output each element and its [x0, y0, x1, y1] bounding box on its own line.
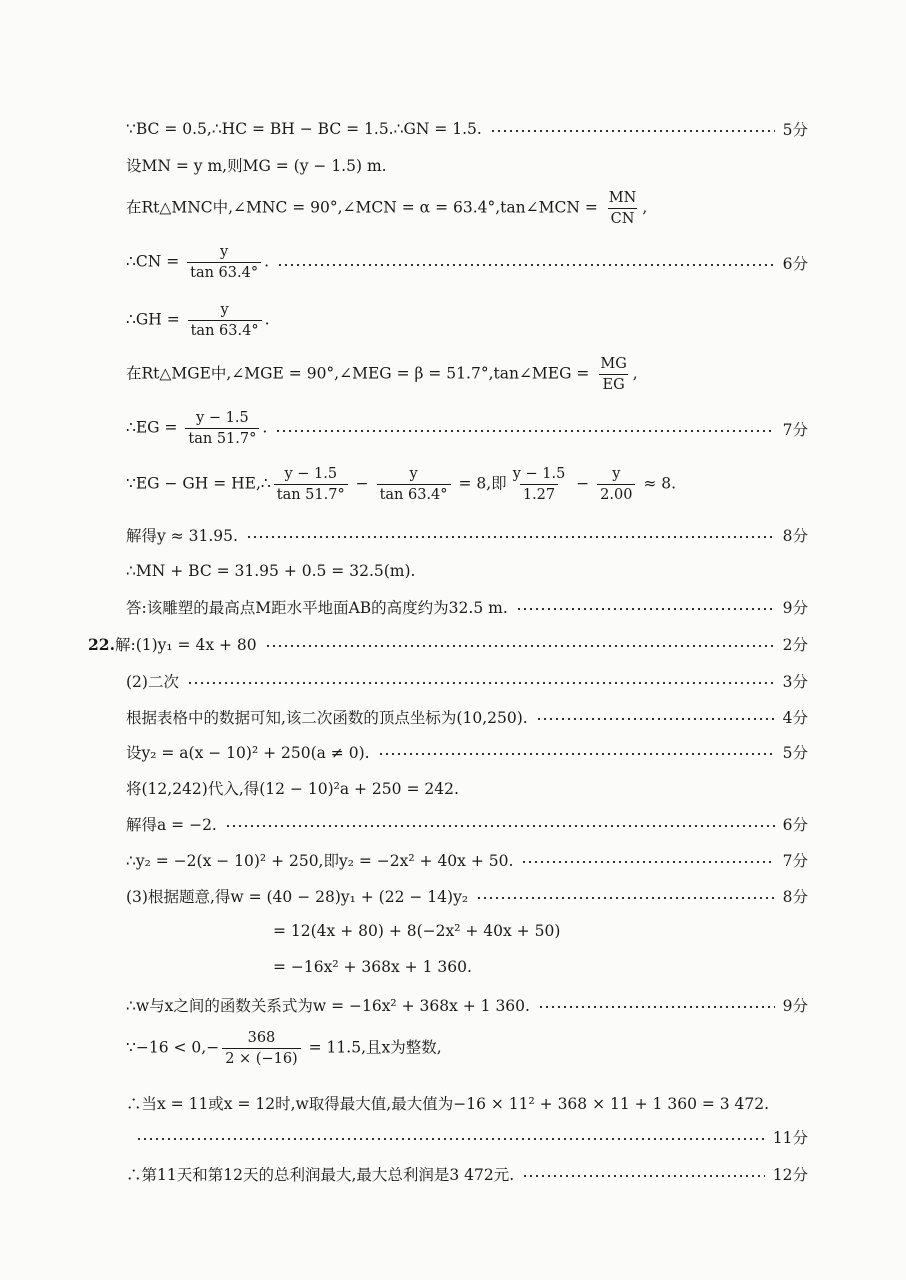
text-segment: 在Rt△MNC中,∠MNC = 90°,∠MCN = α = 63.4°,tan∠MCN = — [126, 198, 603, 217]
line-text: (2)二次 — [126, 673, 179, 691]
line-text: = 12(4x + 80) + 8(−2x² + 40x + 50) — [273, 922, 561, 940]
text-segment: . — [264, 310, 270, 329]
dot-leader — [277, 264, 775, 266]
fraction — [222, 1030, 301, 1067]
line-10 — [126, 562, 808, 580]
dot-leader — [275, 430, 774, 432]
text-segment: , — [632, 364, 638, 383]
numerator: y — [220, 244, 229, 260]
line-26 — [126, 1163, 808, 1185]
line-text — [126, 1030, 442, 1067]
denominator: 1.27 — [520, 484, 558, 503]
score-label: 4分 — [782, 709, 808, 727]
text-segment: ∴GH = — [126, 310, 185, 329]
line-21 — [273, 958, 808, 976]
text-segment: ∵−16 < 0,− — [126, 1038, 220, 1057]
text-segment: , — [642, 198, 648, 217]
line-text: = −16x² + 368x + 1 360. — [273, 958, 472, 976]
dot-leader — [521, 861, 774, 863]
dot-leader — [522, 1175, 765, 1177]
fraction — [510, 466, 569, 503]
line-text: 解得y ≈ 31.95. — [126, 527, 238, 545]
line-1 — [126, 118, 808, 140]
numerator: y − 1.5 — [284, 466, 338, 482]
dot-leader — [476, 897, 775, 899]
line-15 — [126, 741, 808, 763]
numerator: MN — [608, 190, 637, 206]
line-text: ∴第11天和第12天的总利润最大,最大总利润是3 472元. — [126, 1166, 515, 1184]
score-label: 8分 — [782, 888, 808, 906]
denominator: CN — [608, 208, 638, 227]
line-25 — [126, 1126, 808, 1148]
line-2 — [126, 154, 808, 176]
text-segment: 解:(1)y₁ = 4x + 80 — [114, 636, 257, 654]
text-segment: − — [571, 474, 595, 493]
line-18 — [126, 849, 808, 871]
question-number: 22. — [88, 635, 115, 654]
dot-leader — [378, 753, 775, 755]
line-7 — [126, 410, 808, 447]
line-text — [88, 633, 257, 655]
line-text: ∴w与x之间的函数关系式为w = −16x² + 368x + 1 360. — [126, 997, 530, 1015]
line-text: 设y₂ = a(x − 10)² + 250(a ≠ 0). — [126, 744, 370, 762]
line-6 — [126, 356, 808, 393]
numerator: y − 1.5 — [512, 466, 566, 482]
line-8 — [126, 466, 808, 503]
text-segment: = 8,即 — [453, 474, 507, 493]
line-14 — [126, 706, 808, 728]
denominator: tan 51.7° — [274, 484, 348, 503]
denominator: tan 63.4° — [187, 262, 261, 281]
score-label: 7分 — [782, 420, 808, 439]
text-segment: . — [264, 252, 270, 271]
score-label: 9分 — [782, 997, 808, 1015]
denominator: tan 51.7° — [185, 428, 259, 447]
score-label: 5分 — [782, 744, 808, 762]
dot-leader — [246, 536, 775, 538]
denominator: 2 × (−16) — [222, 1048, 301, 1067]
line-17 — [126, 813, 808, 835]
numerator: y — [409, 466, 418, 482]
denominator: tan 63.4° — [188, 320, 262, 339]
line-19 — [126, 885, 808, 907]
text-segment: ∴EG = — [126, 418, 183, 437]
fraction — [606, 190, 640, 227]
numerator: y − 1.5 — [196, 410, 249, 426]
denominator: tan 63.4° — [377, 484, 451, 503]
dot-leader — [538, 1006, 775, 1008]
line-13 — [126, 670, 808, 692]
line-text — [126, 410, 267, 447]
line-text — [126, 190, 647, 227]
score-label: 8分 — [782, 527, 808, 545]
score-label: 6分 — [782, 254, 808, 273]
fraction — [185, 410, 259, 447]
line-24 — [126, 1092, 808, 1114]
line-12 — [88, 633, 808, 655]
score-label: 9分 — [782, 599, 808, 617]
line-text: 设MN = y m,则MG = (y − 1.5) m. — [126, 157, 387, 175]
line-text — [126, 302, 270, 339]
line-text: 解得a = −2. — [126, 816, 217, 834]
line-16 — [126, 777, 808, 799]
score-label: 11分 — [772, 1129, 808, 1147]
line-text: (3)根据题意,得w = (40 − 28)y₁ + (22 − 14)y₂ — [126, 888, 469, 906]
line-3 — [126, 190, 808, 227]
line-text: ∵BC = 0.5,∴HC = BH − BC = 1.5.∴GN = 1.5. — [126, 120, 482, 138]
line-text — [126, 356, 638, 393]
line-text: ∴MN + BC = 31.95 + 0.5 = 32.5(m). — [126, 562, 416, 580]
dot-leader — [516, 608, 775, 610]
line-text — [126, 244, 269, 281]
fraction — [187, 244, 261, 281]
score-label: 7分 — [782, 852, 808, 870]
dot-leader — [225, 825, 775, 827]
fraction — [377, 466, 451, 503]
line-11 — [126, 596, 808, 618]
dot-leader — [265, 645, 775, 647]
fraction — [597, 356, 629, 393]
line-5 — [126, 302, 808, 339]
numerator: MG — [600, 356, 627, 372]
dot-leader — [536, 718, 775, 720]
line-text: 将(12,242)代入,得(12 − 10)²a + 250 = 242. — [126, 780, 459, 798]
line-text: ∴当x = 11或x = 12时,w取得最大值,最大值为−16 × 11² + 368 × 11 + 1 360 = 3 472. — [126, 1095, 770, 1113]
text-segment: . — [262, 418, 268, 437]
score-label: 3分 — [782, 673, 808, 691]
line-text — [126, 466, 676, 503]
text-segment: − — [350, 474, 374, 493]
numerator: y — [612, 466, 621, 482]
denominator: 2.00 — [597, 484, 635, 503]
score-label: 2分 — [782, 636, 808, 654]
score-label: 12分 — [772, 1166, 808, 1184]
line-text: ∴y₂ = −2(x − 10)² + 250,即y₂ = −2x² + 40x + 50. — [126, 852, 514, 870]
denominator: EG — [599, 374, 627, 393]
fraction — [274, 466, 348, 503]
dot-leader — [187, 682, 775, 684]
dot-leader — [490, 130, 775, 132]
line-9 — [126, 524, 808, 546]
score-label: 6分 — [782, 816, 808, 834]
text-segment: ∵EG − GH = HE,∴ — [126, 474, 271, 493]
text-segment: ≈ 8. — [638, 474, 677, 493]
line-23 — [126, 1030, 808, 1067]
text-segment: 在Rt△MGE中,∠MGE = 90°,∠MEG = β = 51.7°,tan∠MEG = — [126, 364, 595, 383]
dot-leader — [136, 1138, 765, 1140]
line-4 — [126, 244, 808, 281]
line-22 — [126, 994, 808, 1016]
fraction — [597, 466, 635, 503]
line-text: 根据表格中的数据可知,该二次函数的顶点坐标为(10,250). — [126, 709, 528, 727]
numerator: 368 — [247, 1030, 276, 1046]
score-label: 5分 — [782, 121, 808, 139]
text-segment: = 11.5,且x为整数, — [303, 1038, 442, 1057]
text-segment: ∴CN = — [126, 252, 185, 271]
fraction — [188, 302, 262, 339]
line-20 — [273, 922, 808, 940]
numerator: y — [220, 302, 229, 318]
line-text: 答:该雕塑的最高点M距水平地面AB的高度约为32.5 m. — [126, 599, 508, 617]
